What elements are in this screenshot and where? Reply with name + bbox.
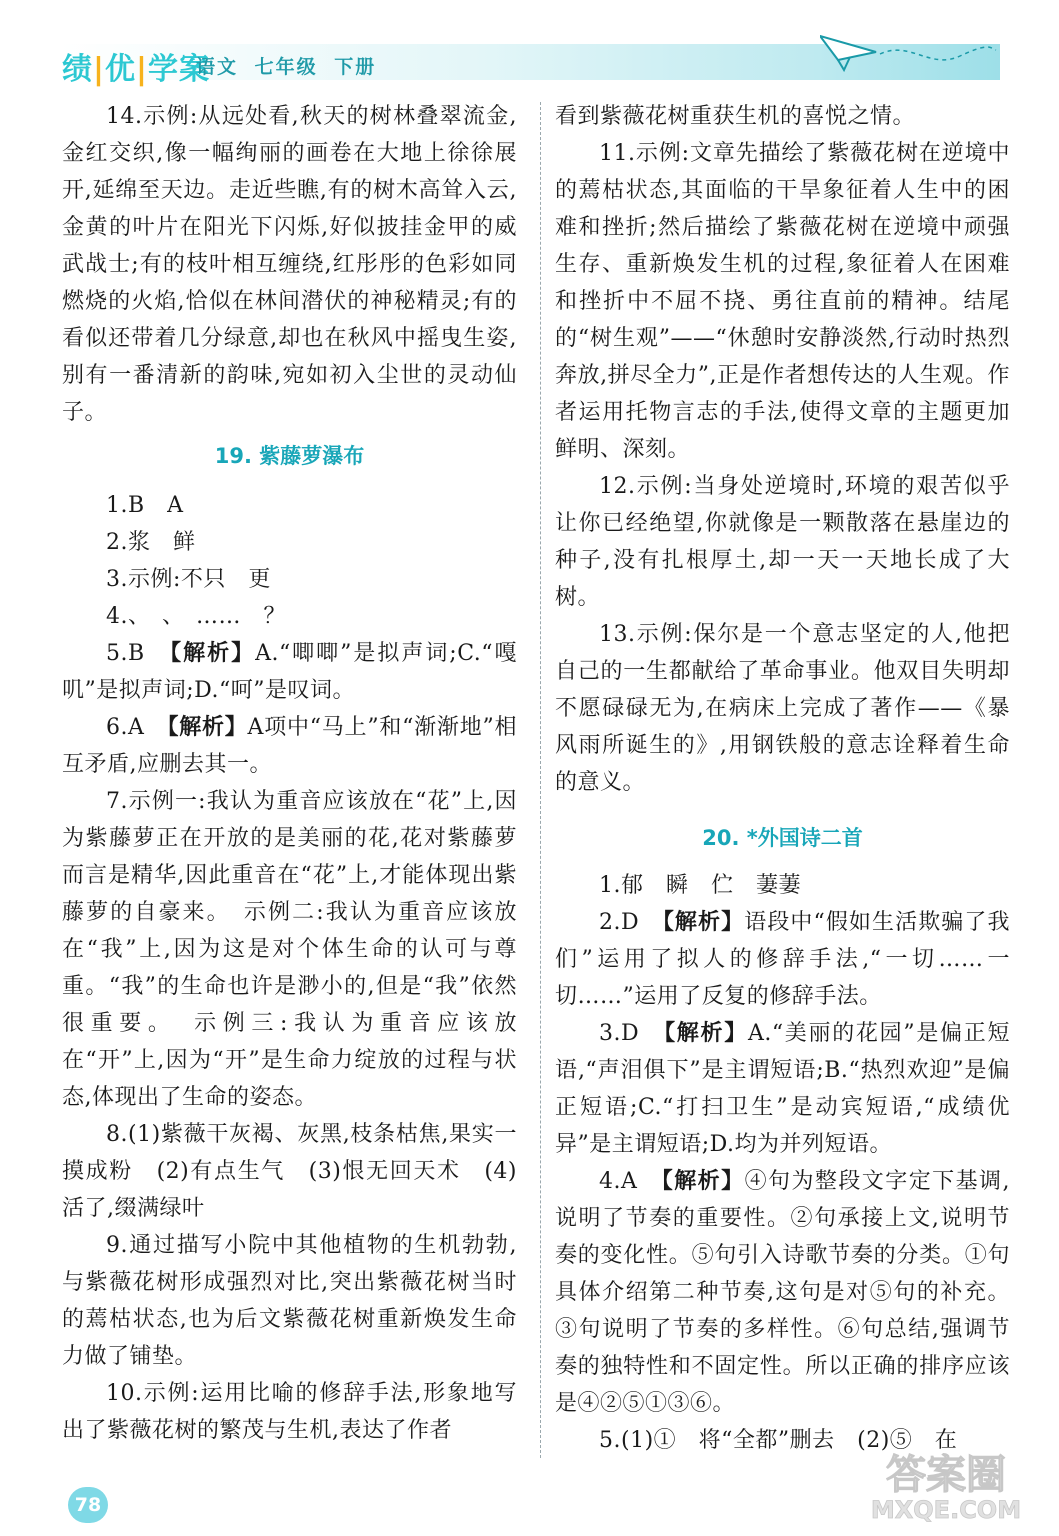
- answer-item: 5.(1)① 将“全都”删去 (2)⑤ 在: [599, 1428, 958, 1453]
- answer-item: 8.(1)紫薇干灰褐、灰黑,枝条枯焦,果实一摸成粉 (2)有点生气 (3)恨无回天术 (4)活了,缀满绿叶: [62, 1122, 517, 1221]
- analysis-tag: 【解析】: [167, 715, 248, 740]
- brand-char: 学: [147, 52, 179, 87]
- analysis-tag: 【解析】: [664, 1021, 748, 1046]
- right-column: [555, 98, 1010, 1459]
- analysis-tag: 【解析】: [170, 641, 256, 666]
- answer-item: 1.B A: [106, 493, 184, 518]
- paper-plane-icon: [820, 30, 1000, 80]
- brand-char: 优: [104, 52, 136, 87]
- answer-item: 12.示例:当身处逆境时,环境的艰苦似乎让你已经绝望,你就像是一颗散落在悬崖边的种子,没有扎根厚土,却一天一天地长成了大树。: [555, 474, 1010, 610]
- brand-logo: [62, 44, 210, 88]
- watermark-domain: MXQE.COM: [870, 1496, 1022, 1524]
- page-number: 78: [68, 1487, 108, 1523]
- brand-separator: |: [135, 52, 148, 87]
- answer-item: [555, 1163, 1010, 1422]
- answer-item: 11.示例:文章先描绘了紫薇花树在逆境中的蔫枯状态,其面临的干旱象征着人生中的困难和挫折;然后描绘了紫薇花树在逆境中顽强生存、重新焕发生机的过程,象征着人在困难和挫折中不屈不挠、勇往直前的精神。结尾的“树生观”——“休憩时安静淡然,行动时热烈奔放,拼尽全力”,正是作者想传达的人生观。作者运用托物言志的手法,使得文章的主题更加鲜明、深刻。: [555, 141, 1010, 462]
- subject-label: 语文 七年级 下册: [196, 56, 377, 78]
- answer-item: 13.示例:保尔是一个意志坚定的人,他把自己的一生都献给了革命事业。他双目失明却不愿碌碌无为,在病床上完成了著作——《暴风雨所诞生的》,用钢铁般的意志诠释着生命的意义。: [555, 622, 1010, 795]
- section-title: 19. 紫藤萝瀑布: [214, 444, 365, 468]
- answer-item: 7.示例一:我认为重音应该放在“花”上,因为紫藤萝正在开放的是美丽的花,花对紫藤萝而言是精华,因此重音在“花”上,才能体现出紫藤萝的自豪来。 示例二:我认为重音应该放在“我”上,因为这是对个体生命的认可与尊重。“我”的生命也许是渺小的,但是“我”依然很重要。 示例三:我认为重音应该放在“开”上,因为“开”是生命力绽放的过程与状态,体现出了生命的姿态。: [62, 789, 517, 1110]
- watermark-title: 答案圈: [886, 1452, 1006, 1498]
- left-column: [62, 98, 517, 1449]
- analysis-text: A.“唧唧”是拟声词;C.“嘎叽”是拟声词;D.“呵”是叹词。: [62, 641, 517, 703]
- answer-choice: 2.D: [599, 910, 663, 935]
- watermark-logo: [851, 1446, 1041, 1526]
- answer-choice: 5.B: [106, 641, 171, 666]
- answer-item: 3.示例:不只 更: [106, 567, 271, 592]
- answer-choice: 6.A: [106, 715, 168, 740]
- answer-item: 14.示例:从远处看,秋天的树林叠翠流金,金红交织,像一幅绚丽的画卷在大地上徐徐展开,延绵至天边。走近些瞧,有的树木高耸入云,金黄的叶片在阳光下闪烁,好似披挂金甲的威武战士;有的枝叶相互缠绕,红彤彤的色彩如同燃烧的火焰,恰似在林间潜伏的神秘精灵;有的看似还带着几分绿意,却也在秋风中摇曳生姿,别有一番清新的韵味,宛如初入尘世的灵动仙子。: [62, 104, 517, 425]
- answer-item: 2.浆 鲜: [106, 530, 196, 555]
- analysis-tag: 【解析】: [661, 1169, 745, 1194]
- answer-item: [555, 1015, 1010, 1163]
- answer-item: 看到紫薇花树重获生机的喜悦之情。: [555, 104, 916, 129]
- answer-item: 10.示例:运用比喻的修辞手法,形象地写出了紫薇花树的繁茂与生机,表达了作者: [62, 1381, 517, 1443]
- column-divider: [540, 102, 541, 1458]
- analysis-text: A项中“马上”和“渐渐地”相互矛盾,应删去其一。: [62, 715, 517, 777]
- analysis-tag: 【解析】: [662, 910, 745, 935]
- answer-choice: 3.D: [599, 1021, 665, 1046]
- answer-item: [555, 904, 1010, 1015]
- answer-choice: 4.A: [599, 1169, 662, 1194]
- analysis-text: A.“美丽的花园”是偏正短语,“声泪俱下”是主谓短语;B.“热烈欢迎”是偏正短语;C.“打扫卫生”是动宾短语,“成绩优异”是主谓短语;D.均为并列短语。: [555, 1021, 1010, 1157]
- page-header: [0, 0, 1059, 86]
- answer-item: 4.、 、 …… ？: [106, 604, 286, 629]
- section-title: 20. *外国诗二首: [702, 826, 863, 850]
- answer-item: 9.通过描写小院中其他植物的生机勃勃,与紫薇花树形成强烈对比,突出紫薇花树当时的蔫枯状态,也为后文紫薇花树重新焕发生命力做了铺垫。: [62, 1233, 517, 1369]
- brand-separator: |: [93, 52, 105, 87]
- analysis-text: 语段中“假如生活欺骗了我们”运用了拟人的修辞手法,“一切……一切……”运用了反复的修辞手法。: [555, 910, 1010, 1009]
- answer-item: [62, 635, 517, 709]
- brand-char: 案: [178, 52, 210, 87]
- analysis-text: ④句为整段文字定下基调,说明了节奏的重要性。②句承接上文,说明节奏的变化性。⑤句引入诗歌节奏的分类。①句具体介绍第二种节奏,这句是对⑤句的补充。③句说明了节奏的多样性。⑥句总结,强调节奏的独特性和不固定性。所以正确的排序应该是④②⑤①③⑥。: [555, 1169, 1010, 1416]
- watermark: [851, 1446, 1041, 1526]
- answer-item: [62, 709, 517, 783]
- brand-char: 绩: [62, 52, 93, 87]
- answer-item: 1.郁 瞬 伫 萋萋: [599, 873, 801, 898]
